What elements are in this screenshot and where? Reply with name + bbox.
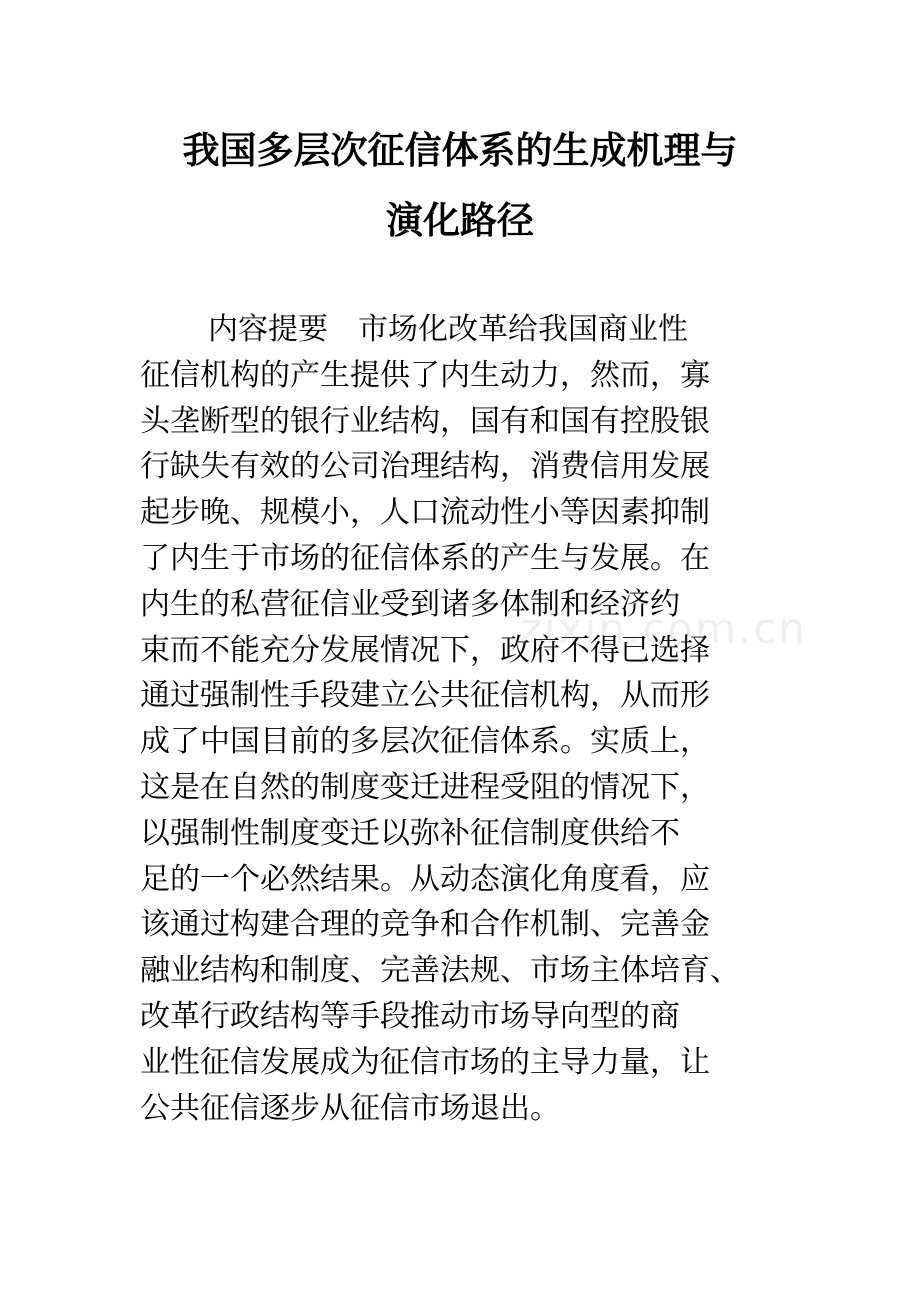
abstract-line: 以强制性制度变迁以弥补征信制度供给不 (140, 815, 680, 851)
abstract-line: 足的一个必然结果。从动态演化角度看，应 (140, 861, 710, 897)
abstract-line: 融业结构和制度、完善法规、市场主体培育、 (140, 953, 740, 989)
abstract-paragraph (140, 307, 800, 1131)
abstract-line: 起步晚、规模小，人口流动性小等因素抑制 (140, 495, 710, 531)
abstract-line: 通过强制性手段建立公共征信机构，从而形 (140, 678, 710, 714)
abstract-line: 业性征信发展成为征信市场的主导力量，让 (140, 1044, 710, 1080)
abstract-line: 公共征信逐步从征信市场退出。 (140, 1090, 560, 1126)
abstract-line: 束而不能充分发展情况下，政府不得已选择 (140, 632, 710, 668)
abstract-line: 内生的私营征信业受到诸多体制和经济约 (140, 586, 680, 622)
abstract-line: 征信机构的产生提供了内生动力，然而，寡 (140, 357, 710, 393)
watermark: zixin.com.cn (520, 604, 807, 653)
abstract-line: 头垄断型的银行业结构，国有和国有控股银 (140, 403, 710, 439)
abstract-line-text: 市场化改革给我国商业性 (358, 312, 688, 347)
abstract-line: 改革行政结构等手段推动市场导向型的商 (140, 998, 680, 1034)
abstract-line: 成了中国目前的多层次征信体系。实质上， (140, 724, 710, 760)
abstract-line: 该通过构建合理的竞争和合作机制、完善金 (140, 907, 710, 943)
abstract-line: 这是在自然的制度变迁进程受阻的情况下， (140, 769, 710, 805)
abstract-line: 行缺失有效的公司治理结构，消费信用发展 (140, 449, 710, 485)
abstract-line (140, 307, 800, 353)
abstract-line: 了内生于市场的征信体系的产生与发展。在 (140, 540, 710, 576)
abstract-label: 内容提要 (208, 312, 328, 347)
document-title-line-2: 演化路径 (386, 198, 534, 242)
document-title-line-1: 我国多层次征信体系的生成机理与 (182, 128, 738, 172)
